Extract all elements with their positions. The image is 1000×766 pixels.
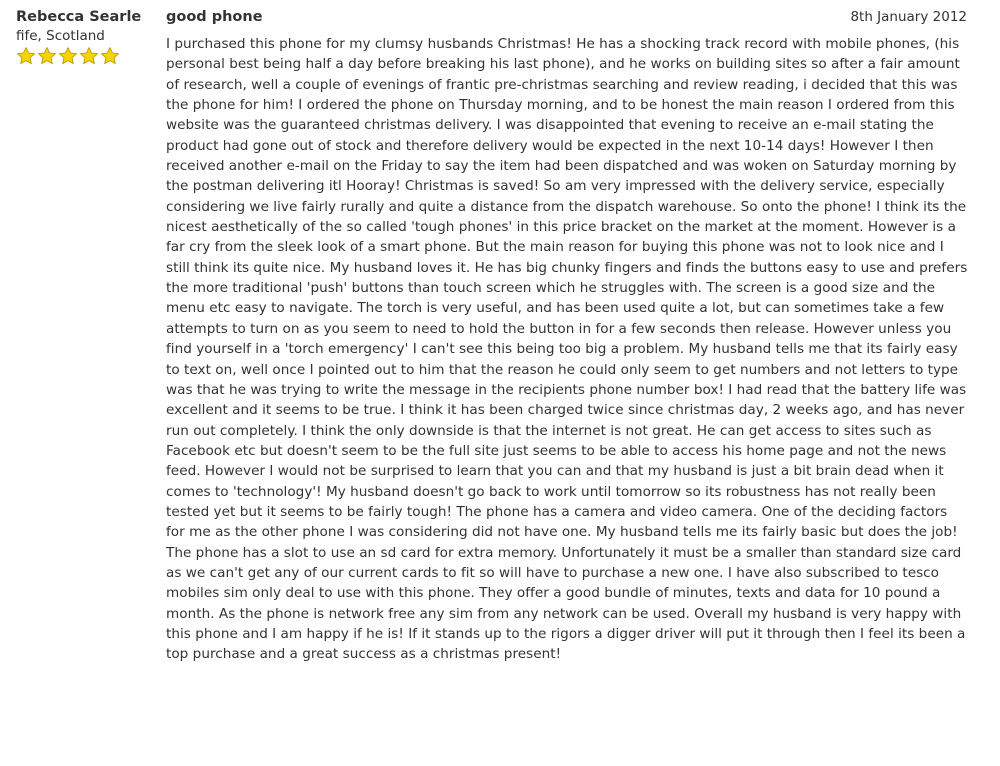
review-date: 8th January 2012 [850,9,967,25]
star-icon [16,46,36,66]
star-icon [58,46,78,66]
reviewer-info [16,7,161,66]
review-content [166,7,970,665]
star-rating [16,46,161,66]
reviewer-location: fife, Scotland [16,28,105,44]
star-icon [37,46,57,66]
review-title: good phone [166,9,263,25]
star-icon [79,46,99,66]
review-body: I purchased this phone for my clumsy husbands Christmas! He has a shocking track record with mobile phones, (his personal best being half a day before breaking his last phone), and he works on building sites so after a fair amount of research, well a couple of evenings of frantic pre-christmas searching and review reading, i decided that this was the phone for him! I ordered the phone on Thursday morning, and to be honest the main reason I ordered from this website was the guaranteed christmas delivery. I was disappointed that evening to receive an e-mail stating the product had gone out of stock and therefore delivery would be expected in the next 10-14 days! However I then received another e-mail on the Friday to say the item had been dispatched and was woken on Saturday morning by the postman delivering itl Hooray! Christmas is saved! So am very impressed with the delivery service, especially considering we live fairly rurally and quite a distance from the dispatch warehouse. So onto the phone! I think its the nicest aesthetically of the so called 'tough phones' in this price bracket on the market at the moment. However is a far cry from the sleek look of a smart phone. But the main reason for buying this phone was not to look nice and I still think its quite nice. My husband loves it. He has big chunky fingers and finds the buttons easy to use and prefers the more traditional 'push' buttons than touch screen which he struggles with. The screen is a good size and the menu etc easy to navigate. The torch is very useful, and has been used quite a lot, but can sometimes take a few attempts to turn on as you seem to need to hold the button in for a few seconds then release. However unless you find yourself in a 'torch emergency' I can't see this being too big a problem. My husband tells me that its fairly easy to text on, well once I pointed out to him that the reason he could only seem to get numbers and not letters to type was that he was trying to write the message in the recipients phone number box! I had read that the battery life was excellent and it seems to be true. I think it has been charged twice since christmas day, 2 weeks ago, and has never run out completely. I think the only downside is that the internet is not great. He can get access to sites such as Facebook etc but doesn't seem to be the full site just seems to be able to access his home page and not the news feed. However I would not be surprised to learn that you can and that my husband is just a bit brain dead when it comes to 'technology'! My husband doesn't go back to work until tomorrow so its robustness has not really been tested yet but it seems to be fairly tough! The phone has a camera and video camera. One of the deciding factors for me as the other phone I was considering did not have one. My husband tells me its fairly basic but does the job! The phone has a slot to use an sd card for extra memory. Unfortunately it must be a smaller than standard size card as we can't get any of our current cards to fit so will have to purchase a new one. I have also subscribed to tesco mobiles sim only deal to use with this phone. They offer a good bundle of minutes, texts and data for 10 pound a month. As the phone is network free any sim from any network can be used. Overall my husband is very happy with this phone and I am happy if he is! If it stands up to the rigors a digger driver will put it through then I feel its been a top purchase and a great success as a christmas present! [166,36,968,663]
star-icon [100,46,120,66]
reviewer-name: Rebecca Searle [16,9,142,25]
